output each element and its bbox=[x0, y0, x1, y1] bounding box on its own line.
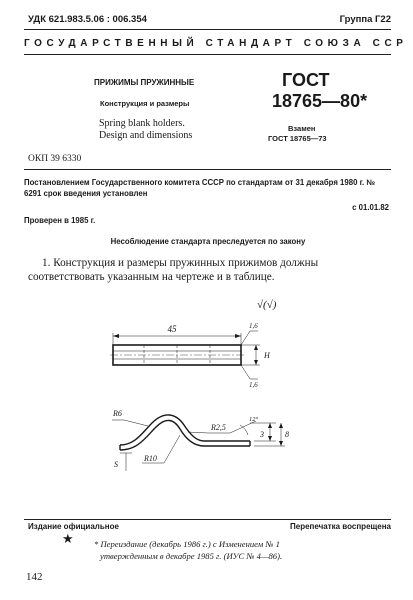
clause-1 bbox=[28, 256, 394, 284]
page-number: 142 bbox=[26, 571, 43, 583]
technical-drawing bbox=[80, 295, 310, 485]
standard-banner: ГОСУДАРСТВЕННЫЙ СТАНДАРТ СОЮЗА ССР bbox=[24, 38, 408, 49]
document-title-ru: ПРИЖИМЫ ПРУЖИННЫЕ bbox=[94, 78, 195, 87]
dim-height: H bbox=[264, 351, 270, 360]
star-icon: ★ bbox=[62, 531, 74, 546]
replaces-value: ГОСТ 18765—73 bbox=[268, 134, 327, 143]
plate-top-view bbox=[110, 331, 260, 379]
dim-r6: R6 bbox=[113, 409, 122, 418]
decree-text: Постановлением Государственного комитета СССР по стандартам от 31 декабря 1980 г. № 6291 срок введения установлен bbox=[24, 178, 376, 198]
dim-length: 45 bbox=[167, 324, 177, 334]
roughness-mark: √(√) bbox=[257, 299, 277, 311]
reissue-note bbox=[94, 538, 394, 562]
checked-year: Проверен в 1985 г. bbox=[24, 216, 96, 225]
title-en-line2: Design and dimensions bbox=[99, 130, 193, 141]
udk-code: УДК 621.983.5.06 : 006.354 bbox=[28, 14, 147, 25]
clause-1-text: 1. Конструкция и размеры пружинных прижимов должны соответствовать указанным на чертеже и в таблице. bbox=[28, 257, 319, 283]
header-rule-bottom bbox=[24, 54, 391, 55]
replaces-label: Взамен bbox=[288, 124, 316, 133]
dim-s: S bbox=[114, 460, 118, 469]
footer-rule bbox=[24, 519, 391, 520]
okp-rule bbox=[24, 169, 391, 170]
effective-date: с 01.01.82 bbox=[352, 203, 389, 212]
spring-profile bbox=[120, 415, 250, 450]
dim-r10: R10 bbox=[144, 454, 157, 463]
document-subtitle-ru: Конструкция и размеры bbox=[100, 99, 190, 108]
dim-angle: 12° bbox=[249, 416, 259, 423]
document-title-en bbox=[99, 118, 192, 142]
reprint-prohibited: Перепечатка воспрещена bbox=[290, 522, 391, 531]
title-en-line1: Spring blank holders. bbox=[99, 118, 185, 129]
dim-chamfer-top: 1,6 bbox=[249, 322, 258, 330]
reissue-line2: утвержденным в декабре 1985 г. (ИУС № 4—86). bbox=[100, 551, 283, 561]
dim-chamfer-bottom: 1,6 bbox=[249, 381, 258, 389]
dim-3: 3 bbox=[260, 430, 264, 439]
official-edition: Издание официальное bbox=[28, 522, 119, 531]
dim-8: 8 bbox=[285, 430, 289, 439]
reissue-line1: * Переиздание (декабрь 1986 г.) с Изменением № 1 bbox=[94, 539, 280, 549]
header-rule bbox=[24, 29, 391, 30]
dim-r25: R2,5 bbox=[211, 423, 226, 432]
gost-label: ГОСТ bbox=[282, 70, 330, 90]
gost-number: 18765—80* bbox=[272, 91, 368, 111]
legal-notice: Несоблюдение стандарта преследуется по закону bbox=[110, 237, 306, 246]
group-code: Группа Г22 bbox=[339, 14, 391, 25]
okp-code: ОКП 39 6330 bbox=[28, 154, 82, 164]
